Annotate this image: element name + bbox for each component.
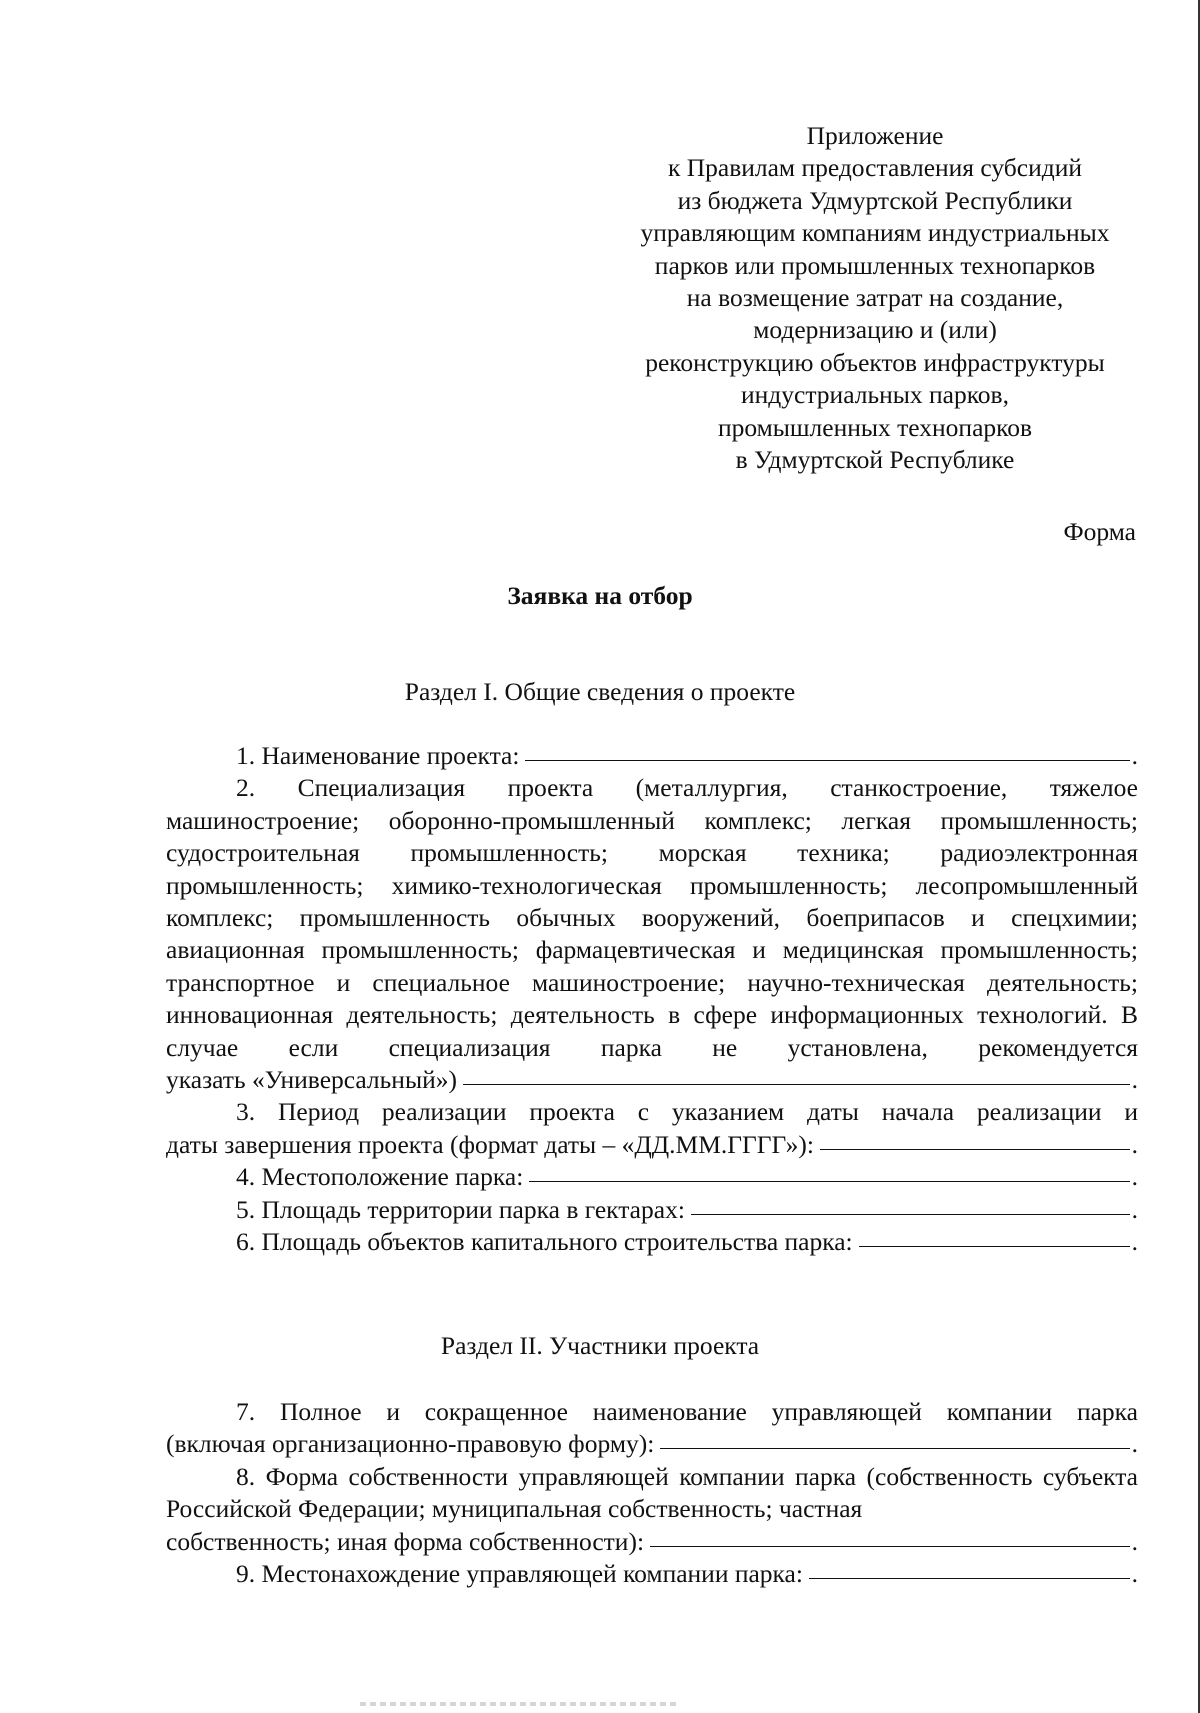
field-ownership-form[interactable]: [166, 1526, 1138, 1558]
period: .: [1131, 1559, 1138, 1589]
appendix-line: парков или промышленных технопарков: [654, 250, 1096, 280]
fill-line[interactable]: [525, 760, 1129, 761]
fill-line[interactable]: [463, 1084, 1130, 1085]
field-label: указать «Универсальный»): [166, 1065, 457, 1095]
period: .: [1131, 1526, 1138, 1556]
field-label: собственность; иная форма собственности):: [166, 1526, 645, 1556]
item-3-text: 3. Период реализации проекта с указанием даты начала реализации и: [236, 1097, 1138, 1127]
field-company-location[interactable]: [166, 1558, 1138, 1590]
appendix-header: [600, 120, 1150, 476]
scan-artifact: [360, 1702, 680, 1706]
item-8-text: 8. Форма собственности управляющей компании парка (собственность субъекта Российской Федерации; муниципальная собственность; частная: [166, 1461, 1138, 1524]
field-label: даты завершения проекта (формат даты – «ДД.ММ.ГГГГ»):: [166, 1129, 814, 1159]
appendix-line: к Правилам предоставления субсидий: [667, 153, 1083, 183]
section-2-body: [166, 1396, 1138, 1590]
period: .: [1131, 741, 1138, 770]
field-label: 9. Местонахождение управляющей компании парка:: [236, 1559, 803, 1589]
field-period[interactable]: [166, 1129, 1138, 1161]
field-label: 1. Наименование проекта:: [236, 741, 520, 770]
fill-line[interactable]: [650, 1546, 1130, 1547]
fill-line[interactable]: [820, 1149, 1130, 1150]
appendix-line: из бюджета Удмуртской Республики: [677, 185, 1073, 215]
document-title: Заявка на отбор: [507, 581, 693, 610]
section-1-heading: Раздел I. Общие сведения о проекте: [404, 677, 796, 706]
period: .: [1131, 1065, 1138, 1095]
appendix-line: реконструкцию объектов инфраструктуры: [645, 347, 1105, 377]
form-label: Форма: [1063, 517, 1136, 546]
fill-line[interactable]: [809, 1578, 1130, 1579]
field-label: (включая организационно-правовую форму):: [166, 1429, 655, 1459]
field-park-location[interactable]: [166, 1161, 1138, 1193]
period: .: [1131, 1162, 1138, 1192]
period: .: [1131, 1429, 1138, 1459]
appendix-line: модернизацию и (или): [753, 315, 997, 345]
period: .: [1131, 1227, 1138, 1257]
appendix-line: управляющим компаниям индустриальных: [640, 218, 1110, 248]
fill-line[interactable]: [691, 1214, 1130, 1215]
field-park-area[interactable]: [166, 1194, 1138, 1226]
section-1-body: [166, 740, 1138, 1259]
section-2-heading: Раздел II. Участники проекта: [440, 1331, 760, 1360]
item-7-text: 7. Полное и сокращенное наименование управляющей компании парка: [236, 1397, 1138, 1426]
field-company-name[interactable]: [166, 1428, 1138, 1460]
fill-line[interactable]: [660, 1448, 1129, 1449]
item-2-text: 2. Специализация проекта (металлургия, станкостроение, тяжелое машиностроение; оборонно-промышленный комплекс; легкая промышленность; судостроительная промышленность; морская техника; радиоэлектронная промышленность; химико-технологическая промышленность; лесопромышленный комплекс; промышленность обычных вооружений, боеприпасов и спецхимии; авиационная промышленность; фармацевтическая и медицинская промышленность; транспортное и специальное машиностроение; научно-техническая деятельность; инновационная деятельность; деятельность в сфере информационных технологий. В случае если специализация парка не установлена, рекомендуется: [166, 773, 1138, 1062]
field-specialization[interactable]: [166, 1064, 1138, 1096]
appendix-line: индустриальных парков,: [741, 380, 1009, 410]
field-label: 6. Площадь объектов капитального строительства парка:: [236, 1227, 853, 1257]
appendix-line: Приложение: [806, 121, 944, 150]
appendix-line: в Удмуртской Республике: [735, 445, 1015, 475]
appendix-line: на возмещение затрат на создание,: [686, 283, 1064, 313]
period: .: [1131, 1194, 1138, 1224]
fill-line[interactable]: [529, 1181, 1129, 1182]
field-project-name[interactable]: [166, 740, 1138, 772]
field-label: 4. Местоположение парка:: [236, 1162, 524, 1192]
appendix-line: промышленных технопарков: [717, 412, 1033, 442]
period: .: [1131, 1129, 1138, 1159]
fill-line[interactable]: [859, 1246, 1130, 1247]
field-capital-construction-area[interactable]: [166, 1226, 1138, 1258]
field-label: 5. Площадь территории парка в гектарах:: [236, 1194, 685, 1224]
